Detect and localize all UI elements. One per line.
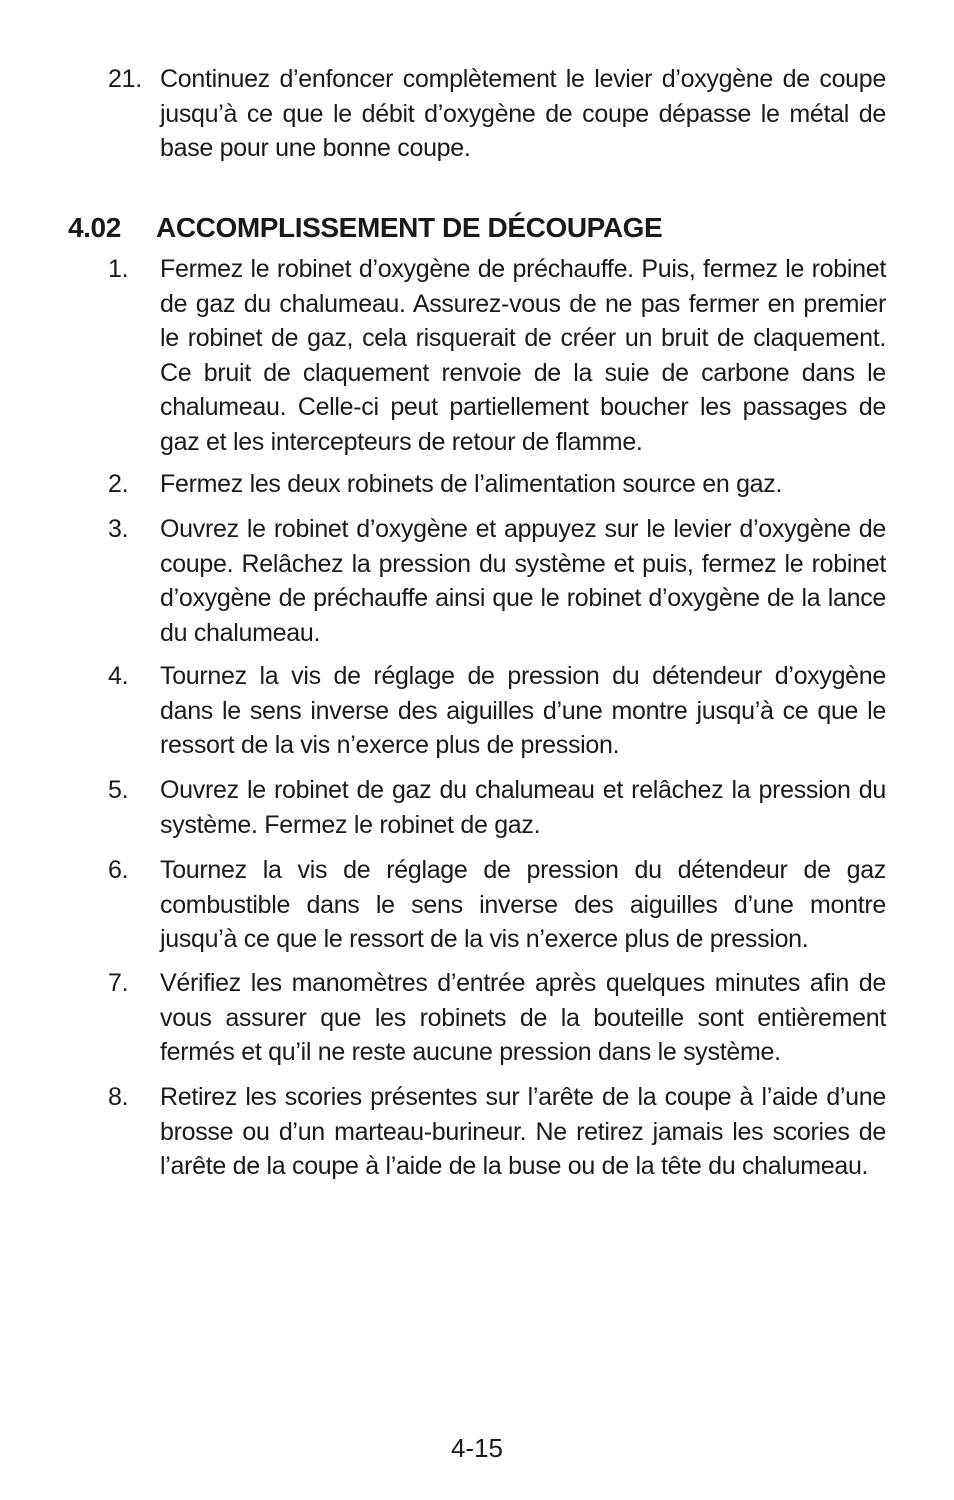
list-item-step-21 (108, 62, 886, 166)
step-text: Fermez le robinet d’oxygène de préchauffe. Puis, fermez le robinet de gaz du chalumeau. Assurez-vous de ne pas fermer en premier le robinet de gaz, cela risquerait de créer un bruit de claquement. Ce bruit de claquement renvoie de la suie de carbone dans le chalumeau. Celle-ci peut partiellement boucher les passages de gaz et les intercepteurs de retour de flamme. (160, 255, 886, 456)
step-text: Tournez la vis de réglage de pression du détendeur de gaz combustible dans le sens inverse des aiguilles d’une montre jusqu’à ce que le ressort de la vis n’exerce plus de pression. (160, 856, 886, 953)
section-heading (68, 210, 886, 246)
list-item-step-5 (108, 773, 886, 842)
list-item-step-2 (108, 467, 886, 502)
section-title: ACCOMPLISSEMENT DE DÉCOUPAGE (156, 212, 663, 243)
step-text: Fermez les deux robinets de l’alimentation source en gaz. (160, 470, 783, 498)
section-number: 4.02 (68, 212, 121, 243)
list-item-step-8 (108, 1080, 886, 1184)
list-item-step-3 (108, 512, 886, 650)
list-item-step-1 (108, 252, 886, 459)
step-number: 4. (108, 662, 129, 690)
step-number: 8. (108, 1083, 129, 1111)
step-text: Continuez d’enfoncer complètement le levier d’oxygène de coupe jusqu’à ce que le débit d’oxygène de coupe dépasse le métal de base pour une bonne coupe. (160, 65, 886, 162)
step-number: 5. (108, 776, 129, 804)
step-number: 2. (108, 470, 129, 498)
step-text: Retirez les scories présentes sur l’arête de la coupe à l’aide d’une brosse ou d’un marteau-burineur. Ne retirez jamais les scories de l’arête de la coupe à l’aide de la buse ou de la tête du chalumeau. (160, 1083, 886, 1180)
list-item-step-4 (108, 659, 886, 763)
step-text: Ouvrez le robinet de gaz du chalumeau et relâchez la pression du système. Fermez le robinet de gaz. (160, 776, 886, 839)
list-item-step-6 (108, 853, 886, 957)
step-number: 21. (108, 65, 142, 93)
step-number: 7. (108, 969, 129, 997)
step-text: Vérifiez les manomètres d’entrée après quelques minutes afin de vous assurer que les robinets de la bouteille sont entièrement fermés et qu’il ne reste aucune pression dans le système. (160, 969, 886, 1066)
step-number: 1. (108, 255, 129, 283)
step-number: 6. (108, 856, 129, 884)
list-item-step-7 (108, 966, 886, 1070)
page-number: 4-15 (450, 1433, 504, 1463)
step-text: Tournez la vis de réglage de pression du détendeur d’oxygène dans le sens inverse des aiguilles d’une montre jusqu’à ce que le ressort de la vis n’exerce plus de pression. (160, 662, 886, 759)
step-number: 3. (108, 515, 129, 543)
step-text: Ouvrez le robinet d’oxygène et appuyez sur le levier d’oxygène de coupe. Relâchez la pression du système et puis, fermez le robinet d’oxygène de préchauffe ainsi que le robinet d’oxygène de la lance du chalumeau. (160, 515, 886, 647)
